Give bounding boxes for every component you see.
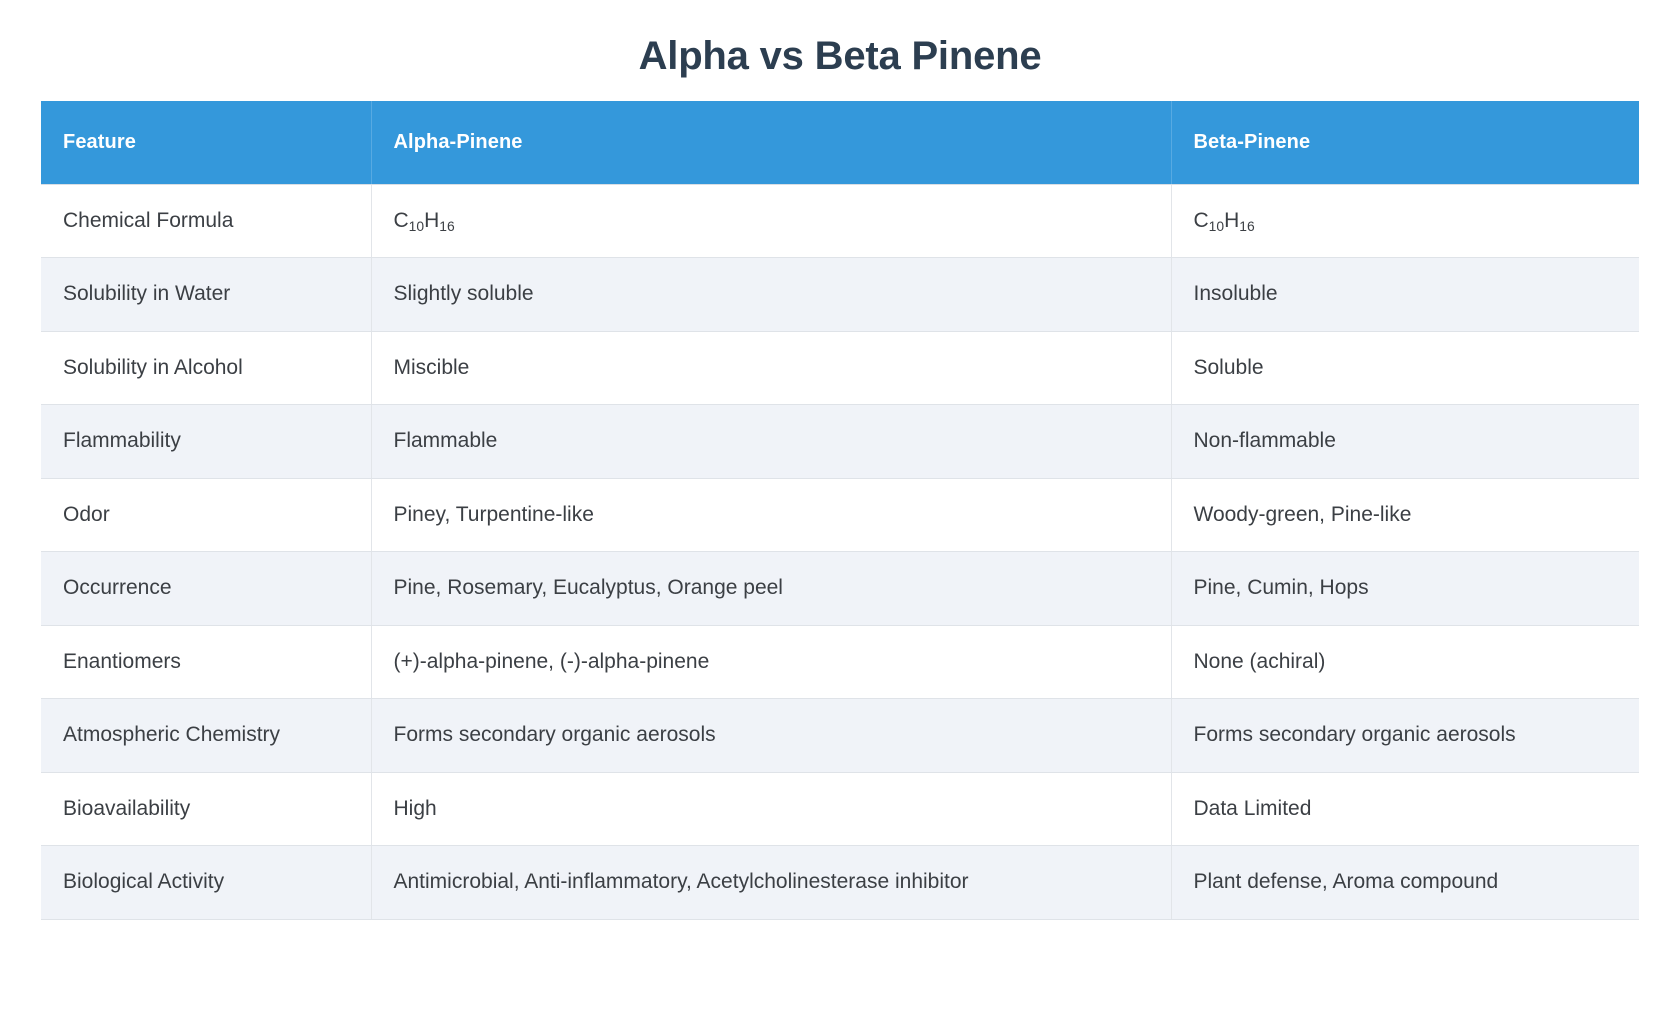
table-cell-beta: None (achiral): [1171, 625, 1639, 699]
table-cell-alpha: Pine, Rosemary, Eucalyptus, Orange peel: [371, 552, 1171, 626]
table-cell-beta: Insoluble: [1171, 258, 1639, 332]
table-cell-feature: Occurrence: [41, 552, 371, 626]
table-row: [41, 184, 1639, 258]
table-cell-feature: Flammability: [41, 405, 371, 479]
table-row: [41, 478, 1639, 552]
table-cell-alpha: High: [371, 772, 1171, 846]
table-row: [41, 625, 1639, 699]
table-cell-feature: Solubility in Alcohol: [41, 331, 371, 405]
table-cell-alpha: Slightly soluble: [371, 258, 1171, 332]
table-cell-feature: Odor: [41, 478, 371, 552]
table-body: [41, 184, 1639, 919]
table-cell-beta: Forms secondary organic aerosols: [1171, 699, 1639, 773]
table-cell-beta: $C_{10}H_{16}$: [1171, 184, 1639, 258]
comparison-table: [41, 101, 1639, 920]
table-row: [41, 405, 1639, 479]
table-row: [41, 331, 1639, 405]
table-row: [41, 772, 1639, 846]
comparison-table-container: [41, 101, 1639, 920]
table-cell-feature: Biological Activity: [41, 846, 371, 920]
table-cell-feature: Solubility in Water: [41, 258, 371, 332]
column-header-alpha-pinene: Alpha-Pinene: [371, 101, 1171, 184]
table-row: [41, 258, 1639, 332]
table-cell-alpha: Piney, Turpentine-like: [371, 478, 1171, 552]
column-header-beta-pinene: Beta-Pinene: [1171, 101, 1639, 184]
table-header: [41, 101, 1639, 184]
table-cell-alpha: Antimicrobial, Anti-inflammatory, Acetylcholinesterase inhibitor: [371, 846, 1171, 920]
table-cell-beta: Pine, Cumin, Hops: [1171, 552, 1639, 626]
table-row: [41, 846, 1639, 920]
table-row: [41, 552, 1639, 626]
table-cell-beta: Plant defense, Aroma compound: [1171, 846, 1639, 920]
table-cell-feature: Bioavailability: [41, 772, 371, 846]
page-title: Alpha vs Beta Pinene: [638, 34, 1042, 78]
table-header-row: [41, 101, 1639, 184]
table-row: [41, 699, 1639, 773]
table-cell-beta: Soluble: [1171, 331, 1639, 405]
column-header-feature: Feature: [41, 101, 371, 184]
table-cell-alpha: Miscible: [371, 331, 1171, 405]
table-cell-beta: Woody-green, Pine-like: [1171, 478, 1639, 552]
table-cell-alpha: $C_{10}H_{16}$: [371, 184, 1171, 258]
table-cell-alpha: Forms secondary organic aerosols: [371, 699, 1171, 773]
table-cell-alpha: Flammable: [371, 405, 1171, 479]
table-cell-beta: Non-flammable: [1171, 405, 1639, 479]
table-cell-feature: Atmospheric Chemistry: [41, 699, 371, 773]
table-cell-alpha: (+)-alpha-pinene, (-)-alpha-pinene: [371, 625, 1171, 699]
table-cell-feature: Chemical Formula: [41, 184, 371, 258]
table-cell-feature: Enantiomers: [41, 625, 371, 699]
table-cell-beta: Data Limited: [1171, 772, 1639, 846]
